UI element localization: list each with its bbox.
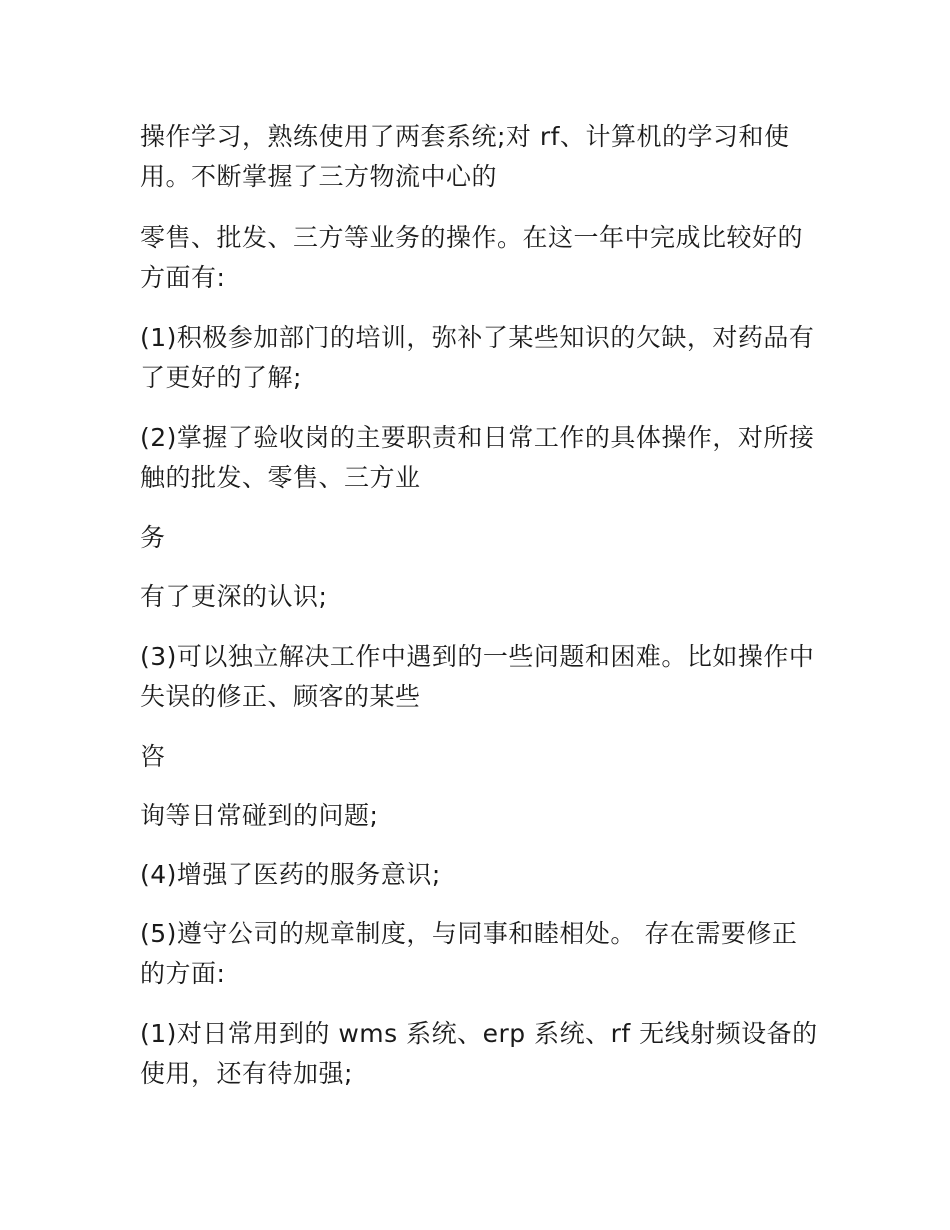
paragraph-10: (4)增强了医药的服务意识; — [140, 860, 441, 889]
paragraph-11: (5)遵守公司的规章制度，与同事和睦相处。 存在需要修正的方面: — [140, 919, 798, 988]
paragraph-1: 操作学习，熟练使用了两套系统;对 rf、计算机的学习和使用。不断掌握了三方物流中心的 — [140, 122, 790, 191]
paragraph-7: (3)可以独立解决工作中遇到的一些问题和困难。比如操作中失误的修正、顾客的某些 — [140, 642, 815, 711]
paragraph-9: 询等日常碰到的问题; — [140, 801, 379, 830]
paragraph-3: (1)积极参加部门的培训，弥补了某些知识的欠缺，对药品有了更好的了解; — [140, 323, 815, 392]
paragraph-6: 有了更深的认识; — [140, 582, 328, 611]
paragraph-8: 咨 — [140, 742, 166, 771]
paragraph-2: 零售、批发、三方等业务的操作。在这一年中完成比较好的方面有: — [140, 223, 804, 292]
paragraph-4: (2)掌握了验收岗的主要职责和日常工作的具体操作，对所接触的批发、零售、三方业 — [140, 423, 815, 492]
paragraph-12: (1)对日常用到的 wms 系统、erp 系统、rf 无线射频设备的使用，还有待加强; — [140, 1019, 818, 1088]
paragraph-5: 务 — [140, 523, 166, 552]
